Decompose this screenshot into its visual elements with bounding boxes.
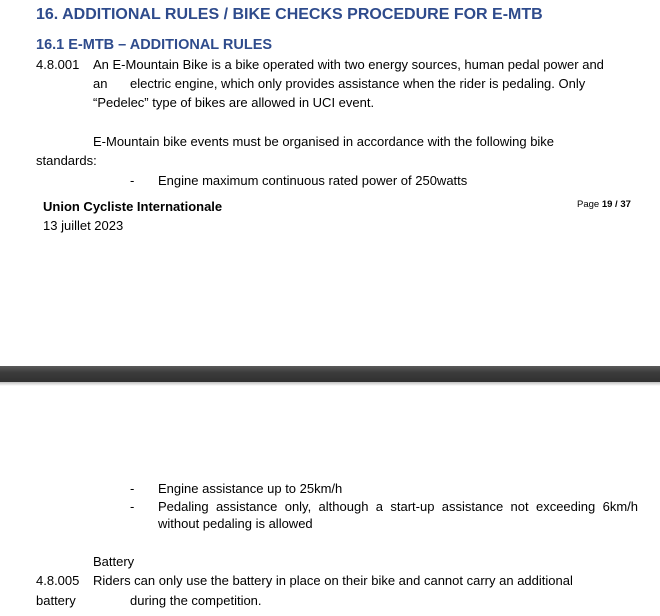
rule-number: 4.8.001: [36, 57, 80, 72]
rule-text-line: “Pedelec” type of bikes are allowed in UCI event.: [93, 95, 375, 110]
page-current: 19: [601, 199, 613, 210]
rule-text-line: electric engine, which only provides assistance when the rider is pedaling. Only: [130, 76, 586, 91]
rule-number: 4.8.005: [36, 573, 80, 588]
page-label: Page: [577, 199, 600, 210]
rule-text-line: Riders can only use the battery in place on their bike and cannot carry an additional: [93, 573, 573, 588]
footer-organization: Union Cycliste Internationale: [43, 199, 223, 214]
page-total: 37: [620, 199, 631, 210]
bullet-text: Engine assistance up to 25km/h: [158, 481, 343, 496]
rule-text-line: during the competition.: [130, 593, 262, 608]
bullet-dash: -: [130, 173, 135, 188]
rule-text-line: An E-Mountain Bike is a bike operated with two energy sources, human pedal power and: [93, 57, 604, 72]
standards-intro-cont: standards:: [36, 153, 97, 168]
page-separator-bar: [0, 366, 660, 382]
standards-intro: E-Mountain bike events must be organised in accordance with the following bike: [93, 134, 555, 149]
bullet-dash: -: [130, 499, 135, 514]
footer-date: 13 juillet 2023: [43, 218, 124, 233]
section-title: 16. ADDITIONAL RULES / BIKE CHECKS PROCEDURE FOR E-MTB: [36, 6, 543, 23]
rule-text-lead: an: [93, 76, 108, 91]
battery-heading: Battery: [93, 554, 135, 569]
bullet-text: Engine maximum continuous rated power of 250watts: [158, 173, 468, 188]
subsection-title: 16.1 E-MTB – ADDITIONAL RULES: [36, 37, 273, 53]
page-number: [577, 199, 631, 210]
page-separator: /: [615, 199, 618, 210]
bullet-text: Pedaling assistance only, although a start-up assistance not exceeding 6km/h without pedaling is allowed: [158, 499, 638, 531]
bullet-dash: -: [130, 481, 135, 496]
rule-text-lead: battery: [36, 593, 76, 608]
